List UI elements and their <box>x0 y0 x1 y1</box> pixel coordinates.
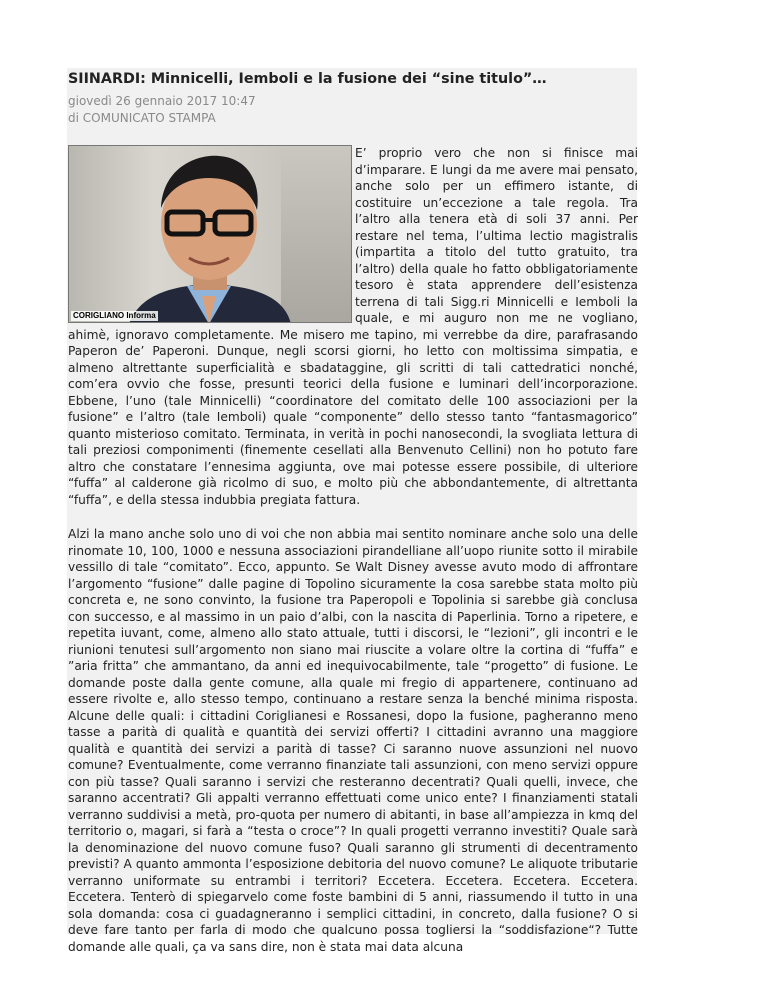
article-title: SIINARDI: Minnicelli, Iemboli e la fusione dei “sine titulo”… <box>68 71 547 87</box>
article-paragraph-2: Alzi la mano anche solo uno di voi che non abbia mai sentito nominare anche solo una delle rinomate 10, 100, 1000 e nessuna associazioni pirandelliane all’uopo riunite sotto il mirabile vessillo di tale “comitato”. Ecco, appunto. Se Walt Disney avesse avuto modo di affrontare l’argomento “fusione” dalle pagine di Topolino sicuramente la cosa sarebbe stata molto più concreta e, ne sono convinto, la fusione tra Paperopoli e Topolinia si sarebbe già conclusa con successo, e al massimo in un paio d’albi, con la nascita di Paperlinia. Torno a ripetere, e repetita iuvant, come, almeno allo stato attuale, tutti i discorsi, le “lezioni”, gli incontri e le riunioni tenutesi sull’argomento non siano mai riuscite a volare oltre la cortina di “fuffa” e ”aria fritta” che ammantano, da anni ed inequivocabilmente, tale “progetto” di fusione. Le domande poste dalla gente comune, alla quale mi fregio di appartenere, continuano ad essere rivolte e, allo stesso tempo, continuano a restare senza la benché minima risposta. Alcune delle quali: i cittadini Coriglianesi e Rossanesi, dopo la fusione, pagheranno meno tasse a parità di qualità e quantità dei servizi offerti? I cittadini avranno una maggiore qualità e quantità dei servizi a parità di tasse? Ci saranno nuove assunzioni nel nuovo comune? Eventualmente, come verranno finanziate tali assunzioni, con meno servizi oppure con più tasse? Quali saranno i servizi che resteranno decentrati? Quali quelli, invece, che saranno accentrati? Gli appalti verranno effettuati come unico ente? I finanziamenti statali verranno suddivisi a metà, pro-quota per numero di abitanti, in base all’ampiezza in kmq del territorio o, magari, si farà a “testa o croce”? In quali progetti verranno investiti? Quale sarà la denominazione del nuovo comune fuso? Quali saranno gli strumenti di decentramento previsti? A quanto ammonta l’esposizione debitoria del nuovo comune? Le aliquote tributarie verranno uniformate su entrambi i territori? Eccetera. Eccetera. Eccetera. Eccetera. Eccetera. Tenterò di spiegarvelo come foste bambini di 5 anni, riassumendo il tutto in una sola domanda: cosa ci guadagneranno i semplici cittadini, in concreto, dalla fusione? O si deve fare tanto per farla di modo che qualcuno possa togliersi la “soddisfazione“? Tutte domande alle quali, ça va sans dire, non è stata mai data alcuna <box>68 527 638 954</box>
article-date: giovedì 26 gennaio 2017 10:47 <box>68 94 256 108</box>
article-author[interactable]: di COMUNICATO STAMPA <box>68 111 216 125</box>
photo-caption: CORIGLIANO Informa <box>73 311 156 320</box>
article-paragraph-1: E’ proprio vero che non si finisce mai d’imparare. E lungi da me avere mai pensato, anche solo per un effimero istante, di costituire un’eccezione a tale regola. Tra l’altro alla tenera età di soli 37 anni. Per restare nel tema, l’ultima lectio magistralis (impartita a titolo del tutto gratuito, tra l’altro) della quale ho fatto obbligatoriamente tesoro è stata apprendere dell’esistenza terrena di tali Sigg.ri Minnicelli e Iemboli la quale, e mi auguro non me ne vogliano, ahimè, ignoravo completamente. Me misero me tapino, mi verrebbe da dire, parafrasando Paperon de’ Paperoni. Dunque, negli scorsi giorni, ho letto con moltissima simpatia, e almeno altrettante superficialità e sbadataggine, gli scritti di tali cattedratici nonché, com’era ovvio che fosse, presunti teorici della fusione e luminari dell’incorporazione. Ebbene, l’uno (tale Minnicelli) “coordinatore del comitato delle 100 associazioni per la fusione” e l’altro (tale Iemboli) quale “componente” dello stesso tanto “fantasmagorico” quanto misterioso comitato. Terminata, in verità in pochi nanosecondi, la svogliata lettura di tali preziosi componimenti (finemente cesellati alla Benvenuto Cellini) non ho potuto fare altro che constatare l’ennesima aggiunta, ove mai potesse essere possibile, di ulteriore “fuffa” al calderone già ricolmo di suo, e molto più che abbondantemente, di altrettanta “fuffa”, e della stessa indubbia pregiata fattura. <box>68 146 638 507</box>
